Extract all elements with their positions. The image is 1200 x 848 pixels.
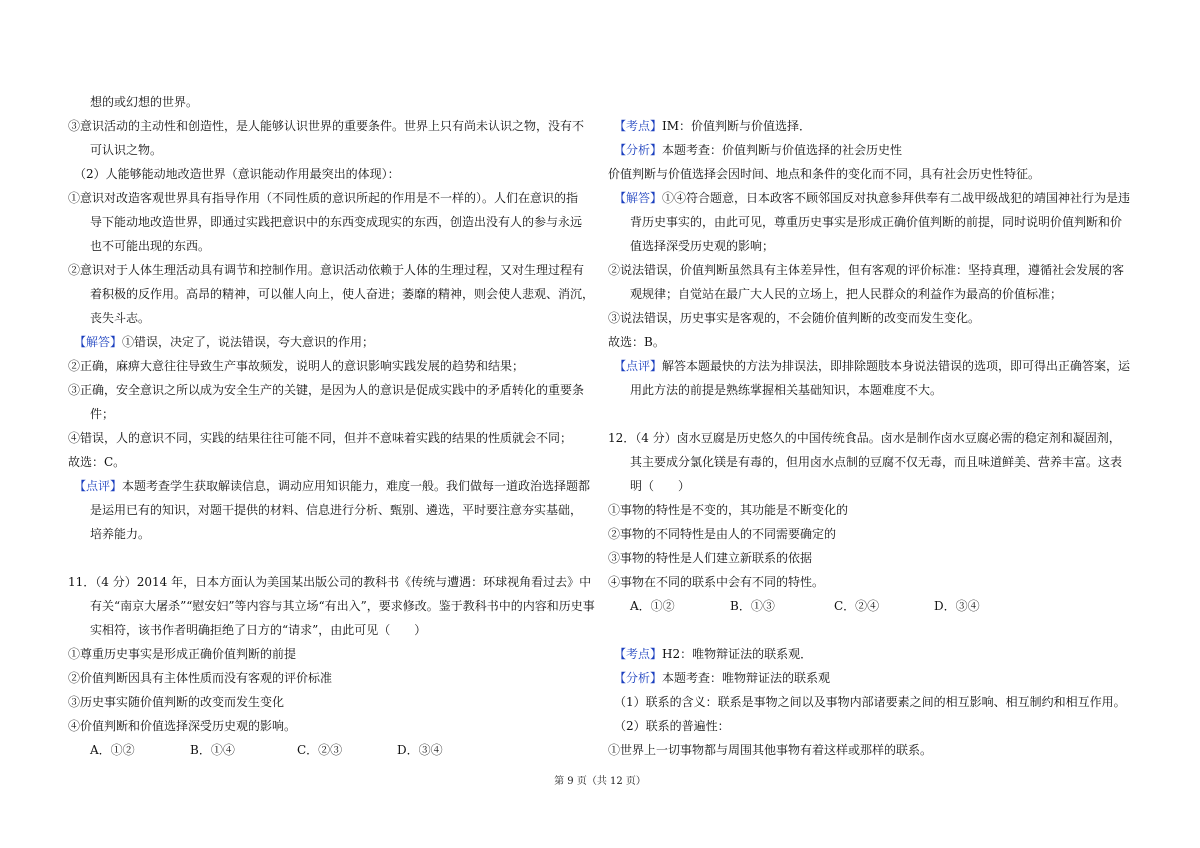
analysis-text: 本题考查：价值判断与价值选择的社会历史性	[662, 143, 903, 157]
option-a: A．①②	[630, 599, 675, 613]
text-line: 故选：B。	[608, 335, 665, 349]
answer-line	[614, 190, 1130, 206]
question-11-stem: 11．（4 分）2014 年，日本方面认为美国某出版公司的教科书《传统与遭遇：环球视角看过去》中	[68, 575, 592, 589]
text-line: ②正确，麻痹大意往往导致生产事故频发，说明人的意识影响实践发展的趋势和结果；	[68, 359, 525, 373]
question-11-options	[90, 742, 443, 758]
text-line: ③说法错误，历史事实是客观的，不会随价值判断的改变而发生变化。	[608, 311, 981, 325]
question-12-stem: 12．（4 分）卤水豆腐是历史悠久的中国传统食品。卤水是制作卤水豆腐必需的稳定剂和凝固剂，	[608, 431, 1121, 445]
analysis-tag: 【分析】	[614, 143, 663, 157]
answer-text: ①④符合题意，日本政客不顾邻国反对执意参拜供奉有二战甲级战犯的靖国神社行为是违	[662, 191, 1131, 205]
comment-tag: 【点评】	[614, 359, 663, 373]
option-b: B．①④	[190, 743, 235, 757]
comment-text: 解答本题最快的方法为排误法，即排除题肢本身说法错误的选项，即可得出正确答案，运	[662, 359, 1131, 373]
topic-text: IM：价值判断与价值选择．	[662, 119, 812, 133]
topic-text: H2：唯物辩证法的联系观．	[662, 647, 813, 661]
statement: ④事物在不同的联系中会有不同的特性。	[608, 575, 825, 589]
answer-text: ①错误，决定了，说法错误，夸大意识的作用；	[122, 335, 375, 349]
text-line: 实相符，该书作者明确拒绝了日方的“请求”，由此可见（ ）	[90, 623, 427, 637]
text-line: ③意识活动的主动性和创造性，是人能够认识世界的重要条件。世界上只有尚未认识之物，没有不	[68, 119, 585, 133]
text-line: 培养能力。	[90, 527, 151, 541]
analysis-text: 本题考查：唯物辩证法的联系观	[662, 671, 831, 685]
text-line: 想的或幻想的世界。	[90, 95, 199, 109]
topic-line	[614, 118, 811, 134]
text-line: 背历史事实的，由此可见，尊重历史事实是形成正确价值判断的前提，同时说明价值判断和价	[630, 215, 1123, 229]
text-line: 用此方法的前提是熟练掌握相关基础知识，本题难度不大。	[630, 383, 943, 397]
text-line: 观规律；自觉站在最广大人民的立场上，把人民群众的利益作为最高的价值标准；	[630, 287, 1063, 301]
text-line: 故选：C。	[68, 455, 126, 469]
text-line: ②意识对于人体生理活动具有调节和控制作用。意识活动依赖于人体的生理过程，又对生理过程有	[68, 263, 585, 277]
topic-tag: 【考点】	[614, 647, 663, 661]
text-line: 件；	[90, 407, 115, 421]
text-line: 丧失斗志。	[90, 311, 151, 325]
statement: ①事物的特性是不变的，其功能是不断变化的	[608, 503, 849, 517]
text-line: （2）联系的普遍性：	[614, 719, 730, 733]
option-d: D．③④	[934, 599, 980, 613]
text-line: ④错误，人的意识不同，实践的结果往往可能不同，但并不意味着实践的结果的性质就会不同；	[68, 431, 573, 445]
topic-line	[614, 646, 812, 662]
topic-tag: 【考点】	[614, 119, 663, 133]
text-line: 明（ ）	[630, 479, 691, 493]
text-line: 价值判断与价值选择会因时间、地点和条件的变化而不同，具有社会历史性特征。	[608, 167, 1041, 181]
text-line: （1）联系的含义：联系是事物之间以及事物内部诸要素之间的相互影响、相互制约和相互作用。	[614, 695, 1126, 709]
answer-line	[74, 334, 374, 350]
analysis-line	[614, 670, 830, 686]
option-c: C．②③	[297, 743, 343, 757]
answer-tag: 【解答】	[614, 191, 663, 205]
text-line: ③正确，安全意识之所以成为安全生产的关键，是因为人的意识是促成实践中的矛盾转化的重要条	[68, 383, 585, 397]
text-line: 是运用已有的知识，对题干提供的材料、信息进行分析、甄别、遴选，平时要注意夯实基础，	[90, 503, 583, 517]
text-line: ①世界上一切事物都与周围其他事物有着这样或那样的联系。	[608, 743, 933, 757]
text-line: 其主要成分氯化镁是有毒的，但用卤水点制的豆腐不仅无毒，而且味道鲜美、营养丰富。这表	[630, 455, 1123, 469]
text-line: （2）人能够能动地改造世界（意识能动作用最突出的体现）：	[74, 167, 400, 181]
statement: ④价值判断和价值选择深受历史观的影响。	[68, 719, 297, 733]
comment-line	[614, 358, 1130, 374]
option-a: A．①②	[90, 743, 135, 757]
analysis-line	[614, 142, 902, 158]
option-b: B．①③	[730, 599, 775, 613]
page-footer: 第 9 页（共 12 页）	[554, 776, 646, 787]
statement: ②价值判断因具有主体性质而没有客观的评价标准	[68, 671, 333, 685]
statement: ①尊重历史事实是形成正确价值判断的前提	[68, 647, 297, 661]
option-d: D．③④	[397, 743, 443, 757]
text-line: 着积极的反作用。高昂的精神，可以催人向上，使人奋进；萎靡的精神，则会使人悲观、消沉，	[90, 287, 595, 301]
analysis-tag: 【分析】	[614, 671, 663, 685]
text-line: 可认识之物。	[90, 143, 163, 157]
option-c: C．②④	[834, 599, 880, 613]
statement: ②事物的不同特性是由人的不同需要确定的	[608, 527, 837, 541]
comment-tag: 【点评】	[74, 479, 123, 493]
text-line: 值选择深受历史观的影响；	[630, 239, 775, 253]
question-12-options	[630, 598, 980, 614]
answer-tag: 【解答】	[74, 335, 123, 349]
text-line: 也不可能出现的东西。	[90, 239, 211, 253]
statement: ③历史事实随价值判断的改变而发生变化	[68, 695, 285, 709]
comment-text: 本题考查学生获取解读信息，调动应用知识能力，难度一般。我们做每一道政治选择题都	[122, 479, 591, 493]
text-line: 导下能动地改造世界，即通过实践把意识中的东西变成现实的东西，创造出没有人的参与永远	[90, 215, 583, 229]
text-line: ②说法错误，价值判断虽然具有主体差异性，但有客观的评价标准：坚持真理，遵循社会发展的客	[608, 263, 1125, 277]
statement: ③事物的特性是人们建立新联系的依据	[608, 551, 813, 565]
text-line: ①意识对改造客观世界具有指导作用（不同性质的意识所起的作用是不一样的）。人们在意识的指	[68, 191, 579, 205]
comment-line	[74, 478, 590, 494]
text-line: 有关“南京大屠杀”“慰安妇”等内容与其立场“有出入”，要求修改。鉴于教科书中的内容和历史事	[90, 599, 595, 613]
